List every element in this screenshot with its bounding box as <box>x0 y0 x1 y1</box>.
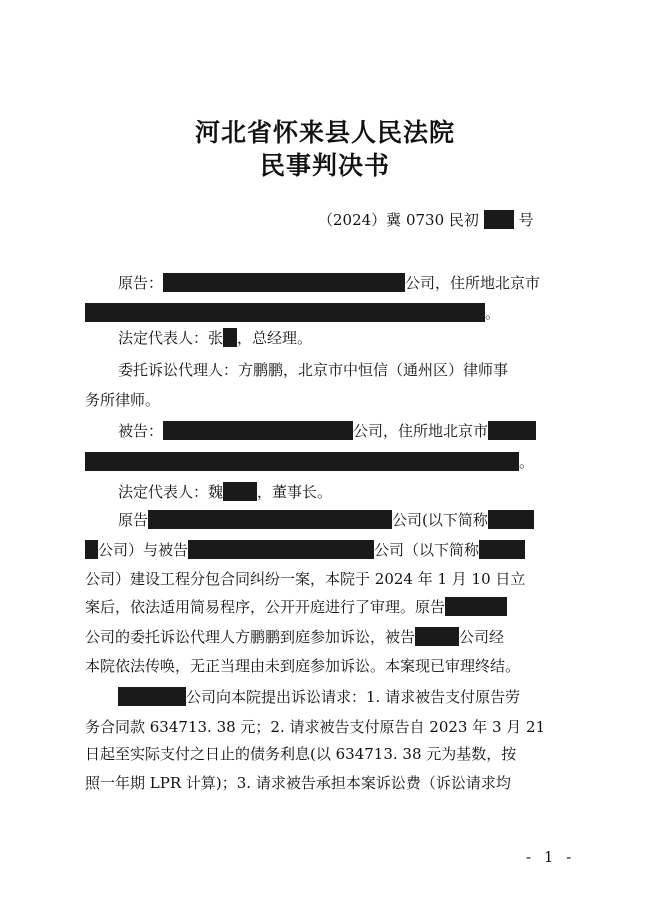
defendant-line: 被告： 公司，住所地北京市 <box>118 420 536 442</box>
redaction-block <box>85 540 98 559</box>
redaction-block <box>188 540 374 559</box>
plaintiff-line: 原告： 公司，住所地北京市 <box>118 274 541 292</box>
redaction-block <box>148 510 392 529</box>
paragraph-1-line-6: 本院依法传唤，无正当理由未到庭参加诉讼。本案现已审理终结。 <box>85 657 521 675</box>
redaction-block <box>85 303 485 322</box>
defendant-address-line: 。 <box>85 451 534 473</box>
paragraph-2-line-2: 务合同款 634713. 38 元；2. 请求被告支付原告自 2023 年 3 月 21 <box>85 718 546 736</box>
redaction-block <box>479 540 525 559</box>
redaction-block <box>488 510 534 529</box>
agent-line-1: 委托诉讼代理人：方鹏鹏，北京市中恒信（通州区）律师事 <box>118 361 509 379</box>
paragraph-1-line-2: 公司）与被告 公司（以下简称 <box>85 539 525 561</box>
page-number: - 1 - <box>526 848 576 866</box>
redaction-block <box>223 482 257 501</box>
plaintiff-representative: 法定代表人：张 ，总经理。 <box>118 329 313 347</box>
court-name: 河北省怀来县人民法院 <box>194 118 455 147</box>
redaction-block <box>484 210 514 229</box>
paragraph-1-line-4: 案后，依法适用简易程序，公开开庭进行了审理。原告 <box>85 596 507 618</box>
paragraph-2-line-1: 公司向本院提出诉讼请求：1. 请求被告支付原告劳 <box>118 686 520 708</box>
defendant-representative: 法定代表人：魏 ，董事长。 <box>118 483 333 501</box>
paragraph-2-line-3: 日起至实际支付之日止的债务利息(以 634713. 38 元为基数，按 <box>85 745 517 763</box>
paragraph-1-line-3: 公司）建设工程分包合同纠纷一案，本院于 2024 年 1 月 10 日立 <box>85 570 526 588</box>
paragraph-2-line-4: 照一年期 LPR 计算)；3. 请求被告承担本案诉讼费（诉讼请求均 <box>85 774 511 792</box>
redaction-block <box>223 328 237 347</box>
redaction-block <box>488 421 536 440</box>
redaction-block <box>118 687 186 706</box>
redaction-block <box>163 421 353 440</box>
paragraph-1-line-1: 原告 公司(以下简称 <box>118 509 534 531</box>
paragraph-1-line-5: 公司的委托诉讼代理人方鹏鹏到庭参加诉讼，被告 公司经 <box>85 628 505 646</box>
document-type: 民事判决书 <box>259 151 390 180</box>
redaction-block <box>163 273 405 292</box>
plaintiff-address-line: 。 <box>85 302 500 324</box>
redaction-block <box>445 597 507 616</box>
agent-line-2: 务所律师。 <box>85 391 161 409</box>
case-number: （2024）冀 0730 民初 号 <box>318 211 534 229</box>
redaction-block <box>85 452 519 471</box>
redaction-block <box>415 627 459 646</box>
